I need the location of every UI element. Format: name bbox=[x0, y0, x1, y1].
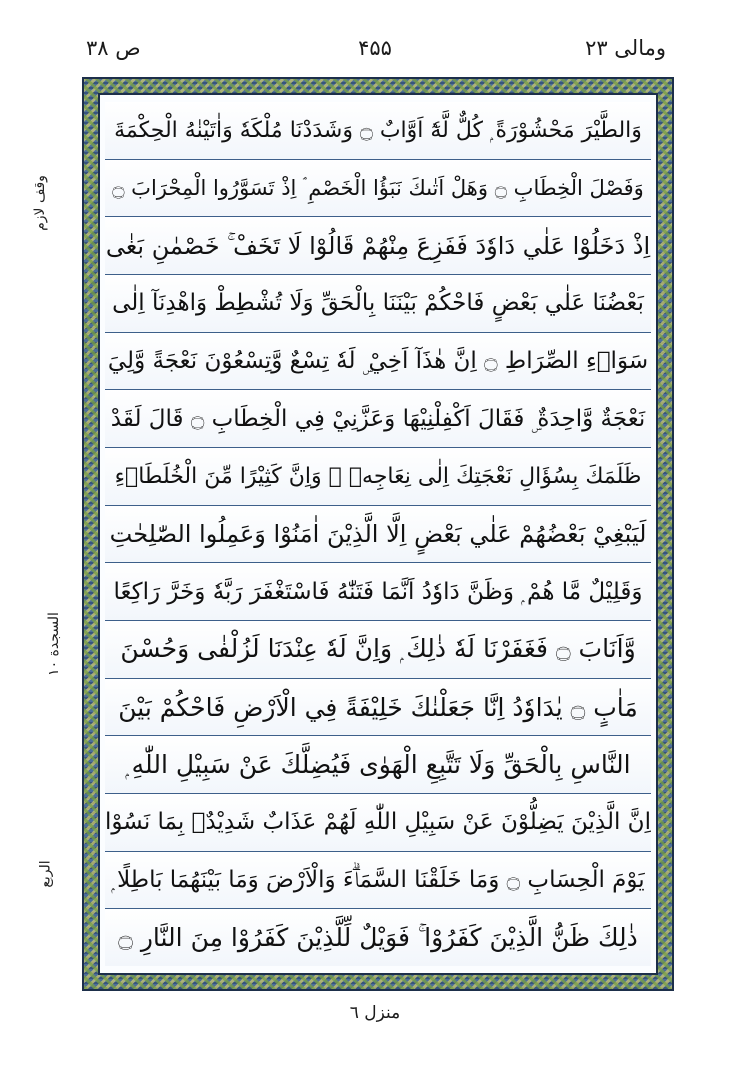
verse-lines bbox=[105, 102, 651, 966]
verse-line: مَاٰبٍ ۝ يٰدَاوٗدُ اِنَّا جَعَلْنٰكَ خَلِيْفَةً فِي الْاَرْضِ فَاحْكُمْ بَيْنَ bbox=[105, 679, 651, 737]
margin-note-sajdah: السجدة ۱۰ bbox=[45, 612, 62, 676]
margin-note-waqf: وقف لازم bbox=[31, 175, 48, 231]
verse-line: وَقَلِيْلٌ مَّا هُمْ ۭ وَظَنَّ دَاوٗدُ اَنَّمَا فَتَنّٰهُ فَاسْتَغْفَرَ رَبَّهٗ وَخَرَّ رَاكِعًا bbox=[105, 563, 651, 621]
verse-line: يَوْمَ الْحِسَابِ ۝ وَمَا خَلَقْنَا السَّمَاۗءَ وَالْاَرْضَ وَمَا بَيْنَهُمَا بَاطِلًا ۭ bbox=[105, 852, 651, 910]
verse-line: لَيَبْغِيْ بَعْضُهُمْ عَلٰي بَعْضٍ اِلَّا الَّذِيْنَ اٰمَنُوْا وَعَمِلُوا الصّٰلِحٰتِ bbox=[105, 506, 651, 564]
verse-line: وَّاَنَابَ ۝ فَغَفَرْنَا لَهٗ ذٰلِكَ ۭ وَاِنَّ لَهٗ عِنْدَنَا لَزُلْفٰى وَحُسْنَ bbox=[105, 621, 651, 679]
manzil-marker: منزل ٦ bbox=[349, 1003, 401, 1023]
text-area bbox=[98, 93, 658, 975]
verse-line: وَفَصْلَ الْخِطَابِ ۝ وَهَلْ اَتٰىكَ نَبَؤُا الْخَصْمِ ۘ اِذْ تَسَوَّرُوا الْمِحْرَابَ ۝ bbox=[105, 160, 651, 218]
margin-note-ruku: الربع bbox=[37, 860, 54, 888]
verse-line: اِذْ دَخَلُوْا عَلٰي دَاوٗدَ فَفَزِعَ مِنْهُمْ قَالُوْا لَا تَخَفْ ۚ خَصْمٰنِ بَغٰى bbox=[105, 217, 651, 275]
page-number: ۴۵۵ bbox=[358, 36, 392, 60]
verse-line: النَّاسِ بِالْحَقِّ وَلَا تَتَّبِعِ الْهَوٰى فَيُضِلَّكَ عَنْ سَبِيْلِ اللّٰهِ ۭ bbox=[105, 736, 651, 794]
para-name: ومالی ۲۳ bbox=[585, 36, 666, 60]
verse-line: وَالطَّيْرَ مَحْشُوْرَةً ۭ كُلٌّ لَّهٗٓ اَوَّابٌ ۝ وَشَدَدْنَا مُلْكَهٗ وَاٰتَيْنٰهُ الْحِكْمَةَ bbox=[105, 102, 651, 160]
verse-line: ظَلَمَكَ بِسُؤَالِ نَعْجَتِكَ اِلٰى نِعَاجِهٖ ۭ وَاِنَّ كَثِيْرًا مِّنَ الْخُلَطَاۗءِ bbox=[105, 448, 651, 506]
decorative-border bbox=[82, 77, 674, 991]
verse-line: نَعْجَةٌ وَّاحِدَةٌ ۣ فَقَالَ اَكْفِلْنِيْهَا وَعَزَّنِيْ فِي الْخِطَابِ ۝ قَالَ لَقَدْ bbox=[105, 390, 651, 448]
surah-page-reference: ص ۳۸ bbox=[86, 36, 141, 60]
verse-line: ذٰلِكَ ظَنُّ الَّذِيْنَ كَفَرُوْا ۚ فَوَيْلٌ لِّلَّذِيْنَ كَفَرُوْا مِنَ النَّارِ ۝ bbox=[105, 909, 651, 966]
verse-line: اِنَّ الَّذِيْنَ يَضِلُّوْنَ عَنْ سَبِيْلِ اللّٰهِ لَهُمْ عَذَابٌ شَدِيْدٌۢ بِمَا نَسُوْا bbox=[105, 794, 651, 852]
verse-line: سَوَاۗءِ الصِّرَاطِ ۝ اِنَّ هٰذَآ اَخِيْ ۣ لَهٗ تِسْعٌ وَّتِسْعُوْنَ نَعْجَةً وَّلِيَ bbox=[105, 333, 651, 391]
verse-line: بَعْضُنَا عَلٰي بَعْضٍ فَاحْكُمْ بَيْنَنَا بِالْحَقِّ وَلَا تُشْطِطْ وَاهْدِنَآ اِلٰى bbox=[105, 275, 651, 333]
